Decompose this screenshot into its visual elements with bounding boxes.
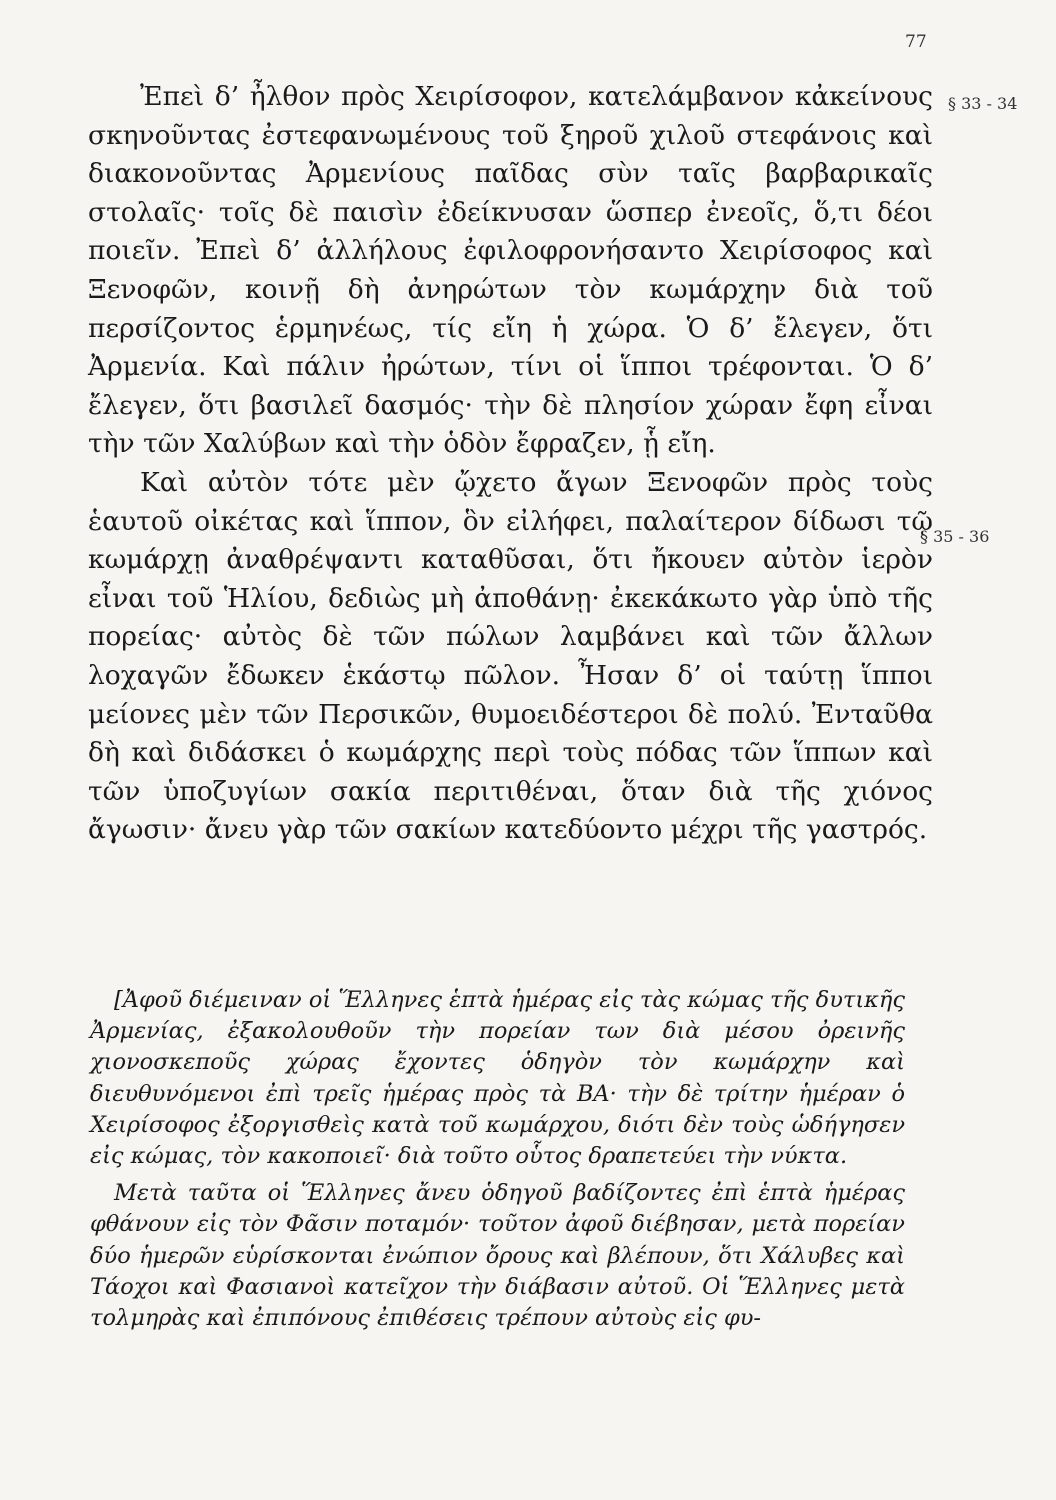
page-number: 77	[905, 32, 927, 52]
main-paragraph: Καὶ αὐτὸν τότε μὲν ᾤχετο ἄγων Ξενοφῶν πρὸς τοὺς ἑαυτοῦ οἰκέτας καὶ ἵππον, ὃν εἰλήφει, παλαίτερον δίδωσι τῷ κωμάρχῃ ἀναθρέψαντι καταθῦσαι, ὅτι ἤκουεν αὐτὸν ἱερὸν εἶναι τοῦ Ἡλίου, δεδιὼς μὴ ἀποθάνῃ· ἐκεκάκωτο γὰρ ὑπὸ τῆς πορείας· αὐτὸς δὲ τῶν πώλων λαμβάνει καὶ τῶν ἄλλων λοχαγῶν ἔδωκεν ἑκάστῳ πῶλον. Ἦσαν δ’ οἱ ταύτῃ ἵπποι μείονες μὲν τῶν Περσικῶν, θυμοειδέστεροι δὲ πολύ. Ἐνταῦθα δὴ καὶ διδάσκει ὁ κωμάρχης περὶ τοὺς πόδας τῶν ἵππων καὶ τῶν ὑποζυγίων σακία περιτιθέναι, ὅταν διὰ τῆς χιόνος ἄγωσιν· ἄνευ γὰρ τῶν σακίων κατεδύοντο μέχρι τῆς γαστρός.	[88, 466, 933, 846]
main-paragraph: Ἐπεὶ δ’ ἦλθον πρὸς Χειρίσοφον, κατελάμβανον κἀκείνους σκηνοῦντας ἐστεφανωμένους τοῦ ξηροῦ χιλοῦ στεφάνοις καὶ διακονοῦντας Ἀρμενίους παῖδας σὺν ταῖς βαρβαρικαῖς στολαῖς· τοῖς δὲ παισὶν ἐδείκνυσαν ὥσπερ ἐνεοῖς, ὅ,τι δέοι ποιεῖν. Ἐπεὶ δ’ ἀλλήλους ἐφιλοφρονήσαντο Χειρίσοφος καὶ Ξενοφῶν, κοινῇ δὴ ἀνηρώτων τὸν κωμάρχην διὰ τοῦ περσίζοντος ἑρμηνέως, τίς εἴη ἡ χώρα. Ὁ δ’ ἔλεγεν, ὅτι Ἀρμενία. Καὶ πάλιν ἠρώτων, τίνι οἱ ἵπποι τρέφονται. Ὁ δ’ ἔλεγεν, ὅτι βασιλεῖ δασμός· τὴν δὲ πλησίον χώραν ἔφη εἶναι τὴν τῶν Χαλύβων καὶ τὴν ὁδὸν ἔφραζεν, ᾗ εἴη.	[88, 81, 933, 460]
summary-text	[90, 985, 905, 1334]
summary-paragraph: [Ἀφοῦ διέμειναν οἱ Ἕλληνες ἑπτὰ ἡμέρας εἰς τὰς κώμας τῆς δυτικῆς Ἀρμενίας, ἐξακολουθοῦν τὴν πορείαν των διὰ μέσου ὀρεινῆς χιονοσκεποῦς χώρας ἔχοντες ὁδηγὸν τὸν κωμάρχην καὶ διευθυνόμενοι ἐπὶ τρεῖς ἡμέρας πρὸς τὰ ΒΑ· τὴν δὲ τρίτην ἡμέραν ὁ Χειρίσοφος ἐξοργισθεὶς κατὰ τοῦ κωμάρχου, διότι δὲν τοὺς ὡδήγησεν εἰς κώμας, τὸν κακοποιεῖ· διὰ τοῦτο οὗτος δραπετεύει τὴν νύκτα.	[90, 987, 905, 1170]
summary-paragraph: Μετὰ ταῦτα οἱ Ἕλληνες ἄνευ ὁδηγοῦ βαδίζοντες ἐπὶ ἑπτὰ ἡμέρας φθάνουν εἰς τὸν Φᾶσιν ποταμόν· τοῦτον ἀφοῦ διέβησαν, μετὰ πορείαν δύο ἡμερῶν εὑρίσκονται ἐνώπιον ὄρους καὶ βλέπουν, ὅτι Χάλυβες καὶ Τάοχοι καὶ Φασιανοὶ κατεῖχον τὴν διάβασιν αὐτοῦ. Οἱ Ἕλληνες μετὰ τολμηρὰς καὶ ἐπιπόνους ἐπιθέσεις τρέπουν αὐτοὺς εἰς φυ-	[90, 1180, 905, 1332]
margin-reference: § 33 - 34	[948, 94, 1018, 113]
main-greek-text	[88, 78, 933, 850]
margin-reference: § 35 - 36	[920, 527, 990, 546]
